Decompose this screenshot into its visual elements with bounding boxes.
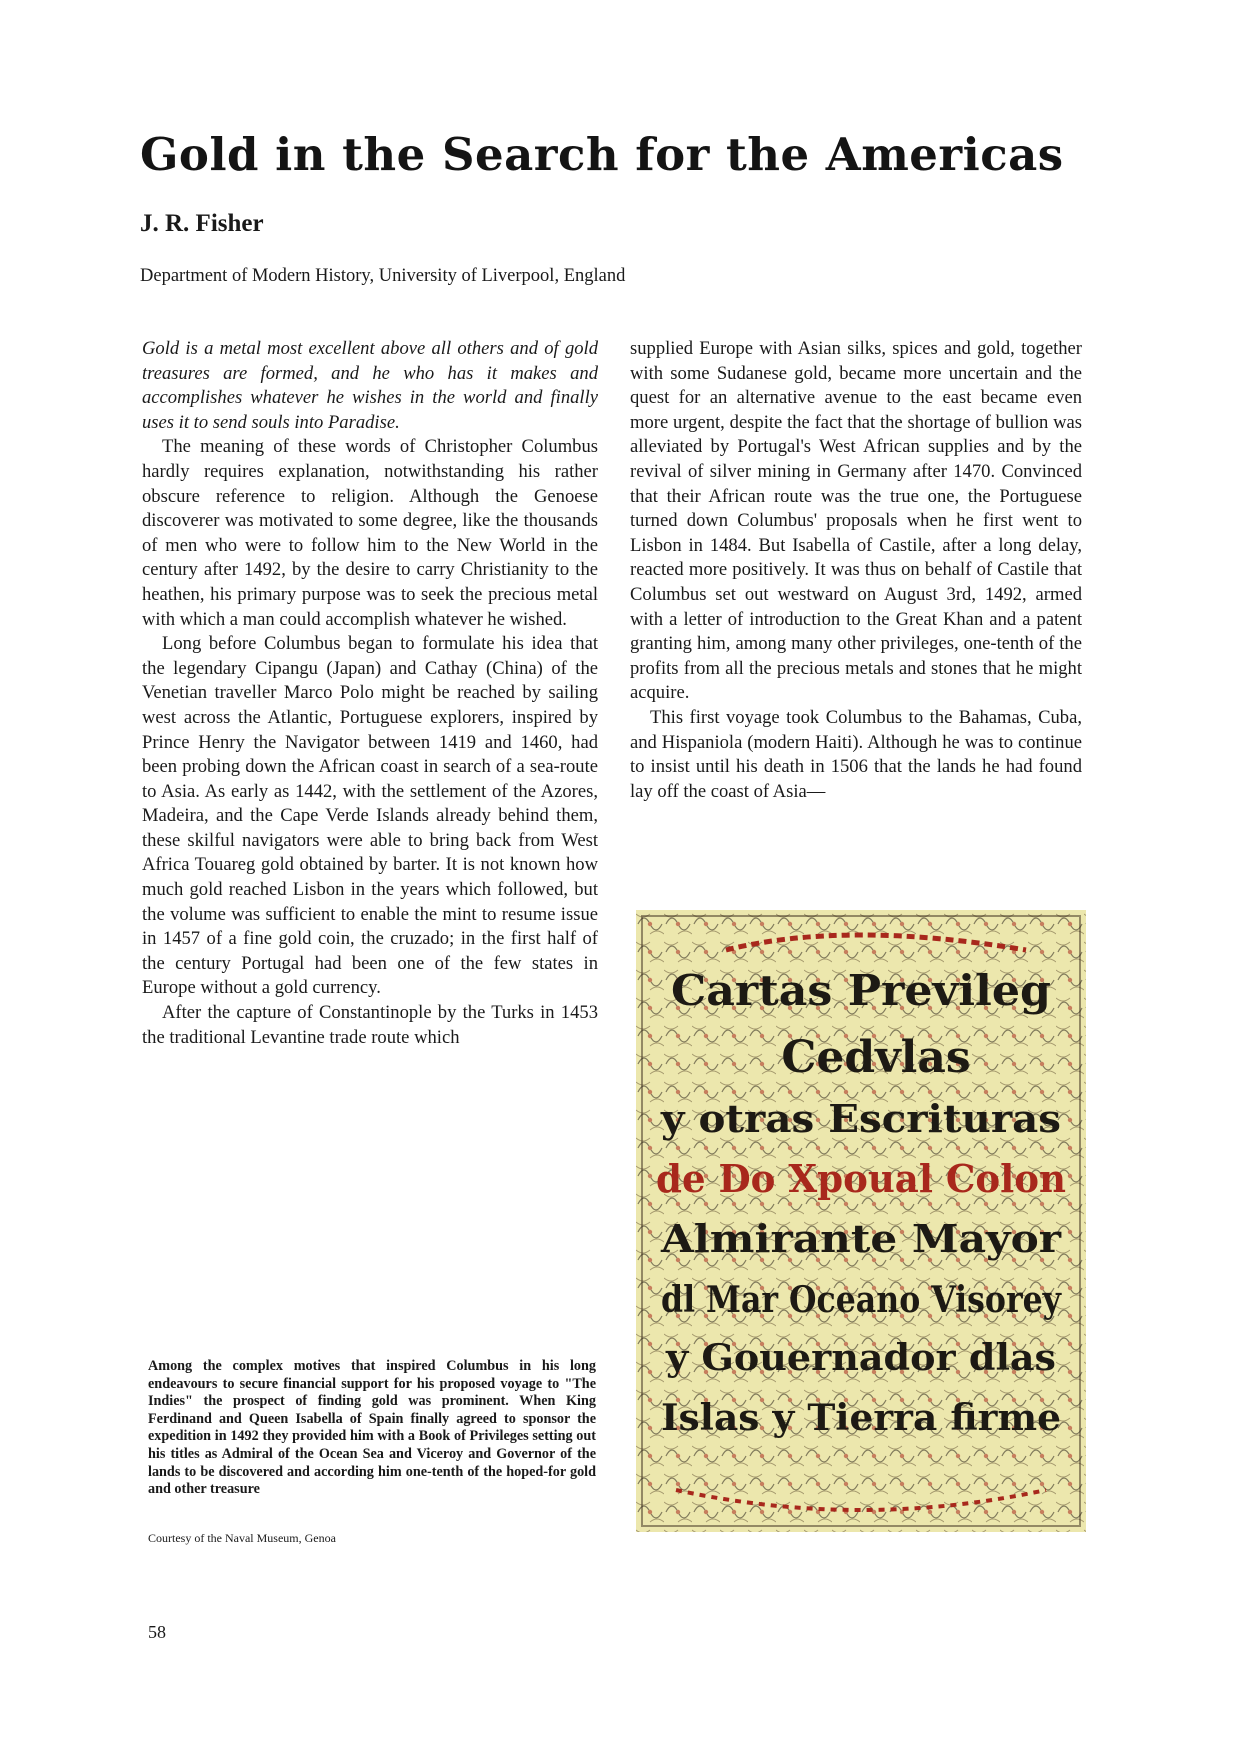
right-column	[630, 337, 1082, 804]
article-title: Gold in the Search for the Americas	[140, 128, 1064, 181]
left-column	[142, 337, 598, 1050]
body-paragraph: After the capture of Constantinople by the Turks in 1453 the traditional Levantine trade route which	[142, 1002, 598, 1048]
body-paragraph: This first voyage took Columbus to the Bahamas, Cuba, and Hispaniola (modern Haiti). Although he was to continue to insist until his death in 1506 that the lands he had found lay off the coast of Asia—	[630, 706, 1082, 802]
illum-line: de Do Xpoual Colon	[656, 1156, 1066, 1201]
illum-line: Almirante Mayor	[659, 1216, 1063, 1261]
author-affiliation: Department of Modern History, University of Liverpool, England	[140, 266, 626, 286]
illum-line: Cedvlas	[781, 1032, 971, 1083]
body-paragraph: Long before Columbus began to formulate his idea that the legendary Cipangu (Japan) and Cathay (China) of the Venetian traveller Marco Polo might be reached by sailing west across the Atlantic, Portuguese explorers, inspired by Prince Henry the Navigator between 1419 and 1460, had been probing down the African coast in search of a sea-route to Asia. As early as 1442, with the settlement of the Azores, Madeira, and the Cape Verde Islands already behind them, these skilful navigators were able to bring back from West Africa Touareg gold obtained by barter. It is not known how much gold reached Lisbon in the years which followed, but the volume was sufficient to enable the mint to resume issue in 1457 of a fine gold coin, the cruzado; in the first half of the century Portugal had been one of the few states in Europe without a gold currency.	[142, 633, 598, 999]
illum-line: Islas y Tierra firme	[661, 1397, 1061, 1439]
book-of-privileges-illustration	[636, 910, 1086, 1532]
illum-line: Cartas Previleg	[671, 966, 1051, 1015]
illum-line: dl Mar Oceano Visorey	[661, 1279, 1062, 1321]
body-paragraph: supplied Europe with Asian silks, spices and gold, together with some Sudanese gold, became more uncertain and the quest for an alternative avenue to the east became even more urgent, despite the fact that the shortage of bullion was alleviated by Portugal's West African supplies and by the revival of silver mining in Germany after 1470. Convinced that their African route was the true one, the Portuguese turned down Columbus' proposals when he first went to Lisbon in 1484. But Isabella of Castile, after a long delay, reacted more positively. It was thus on behalf of Castile that Columbus set out westward on August 3rd, 1492, armed with a letter of introduction to the Great Khan and a patent granting him, among many other privileges, one-tenth of the profits from all the precious metals and stones that he might acquire.	[630, 338, 1082, 704]
body-paragraph: The meaning of these words of Christopher Columbus hardly requires explanation, notwithstanding his rather obscure reference to religion. Although the Genoese discoverer was motivated to some degree, like the thousands of men who were to follow him to the New World in the century after 1492, by the desire to carry Christianity to the heathen, his primary purpose was to seek the precious metal with which a man could accomplish whatever he wished.	[142, 436, 598, 630]
figure-caption: Among the complex motives that inspired Columbus in his long endeavours to secure financial support for his proposed voyage to "The Indies" the prospect of finding gold was prominent. When King Ferdinand and Queen Isabella of Spain finally agreed to sponsor the expedition in 1492 they provided him with a Book of Privileges setting out his titles as Admiral of the Ocean Sea and Viceroy and Governor of the lands to be discovered and according him one-tenth of the hoped-for gold and other treasure	[148, 1358, 596, 1498]
author-name: J. R. Fisher	[140, 210, 264, 237]
epigraph: Gold is a metal most excellent above all others and of gold treasures are formed, and he who has it makes and accomplishes whatever he wishes in the world and finally uses it to send souls into Paradise.	[142, 338, 598, 433]
figure-credit: Courtesy of the Naval Museum, Genoa	[148, 1531, 336, 1545]
illum-line: y otras Escrituras	[659, 1096, 1061, 1141]
page-number: 58	[148, 1622, 166, 1642]
illum-line: y Gouernador dlas	[664, 1337, 1056, 1379]
